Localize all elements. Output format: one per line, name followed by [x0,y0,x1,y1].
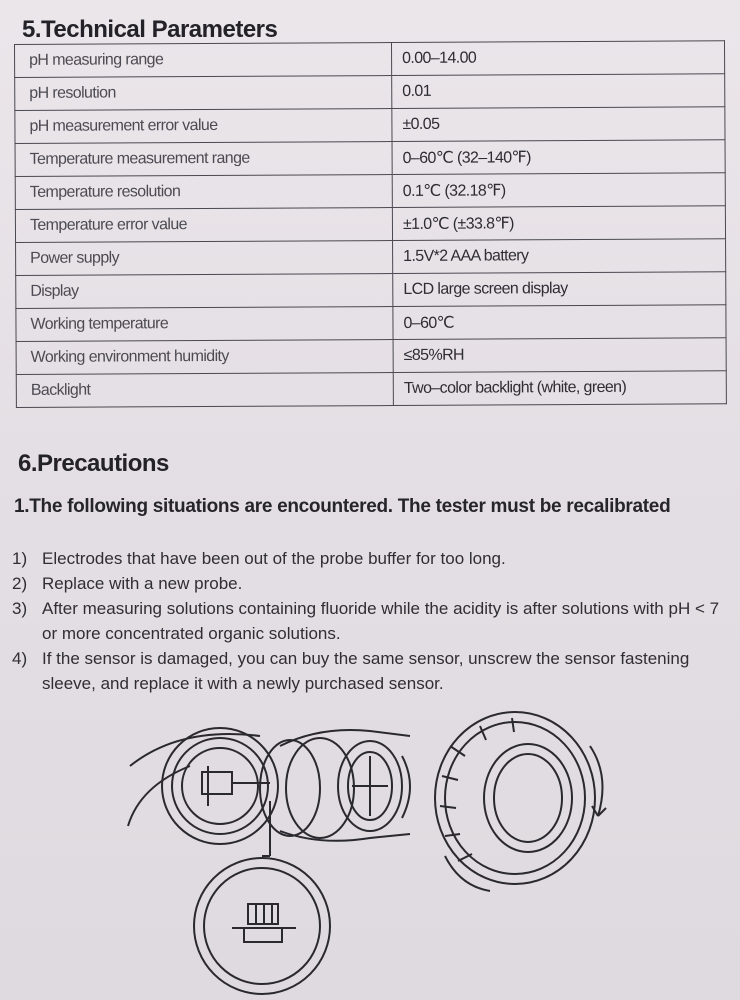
param-label: Temperature error value [15,208,392,243]
param-label: Temperature resolution [15,175,392,210]
param-label: pH resolution [15,76,392,111]
param-label: pH measurement error value [15,109,392,144]
table-row [15,74,725,111]
param-label: Backlight [16,373,393,408]
param-value: 0.00–14.00 [391,41,724,76]
list-item-text: If the sensor is damaged, you can buy the same sensor, unscrew the sensor fastening sleeve, and replace it with a newly purchased sensor. [42,649,690,693]
list-item-text: Replace with a new probe. [42,574,243,593]
param-label: Display [16,274,393,309]
list-item-number: 4) [12,649,28,668]
table-row [15,206,725,243]
list-item [12,571,727,596]
section-6-title: 6.Precautions [18,450,169,477]
table-row [16,371,726,408]
param-label: pH measuring range [15,43,392,78]
table-row [15,173,725,210]
param-value: Two–color backlight (white, green) [393,371,726,406]
connector-zoom-icon [194,801,330,994]
precautions-list [12,546,727,696]
list-item-number: 2) [12,574,28,593]
precautions-subheading: 1.The following situations are encountered. The tester must be recalibrated [14,496,671,517]
param-value: ±1.0℃ (±33.8℉) [392,206,725,241]
param-value: 0–60℃ (32–140℉) [392,140,725,175]
list-item-number: 3) [12,599,28,618]
param-label: Working environment humidity [16,340,393,375]
section-5-title: 5.Technical Parameters [22,16,278,43]
table-row [16,239,726,276]
param-value: 0–60℃ [393,305,726,340]
list-item [12,596,727,646]
list-item-number: 1) [12,549,28,568]
param-value: LCD large screen display [393,272,726,307]
param-label: Working temperature [16,307,393,342]
param-label: Power supply [16,241,393,276]
meter-socket-icon [128,728,278,844]
param-value: ≤85%RH [393,338,726,373]
param-label: Temperature measurement range [15,142,392,177]
list-item-text: Electrodes that have been out of the probe buffer for too long. [42,549,506,568]
table-row [16,338,726,375]
param-value: ±0.05 [392,107,725,142]
table-row [16,272,726,309]
list-item [12,646,727,696]
param-value: 0.01 [392,74,725,109]
sensor-probe-icon [260,730,410,841]
list-item-text: After measuring solutions containing fluoride while the acidity is after solutions with pH < 7 or more concentrated organic solutions. [42,599,720,643]
fastening-sleeve-icon [435,712,606,891]
table-row [15,41,725,78]
technical-parameters-table [14,40,727,408]
sensor-replacement-illustration [120,706,740,1000]
table-row [16,305,726,342]
table-row [15,140,725,177]
table-row [15,107,725,144]
list-item [12,546,727,571]
param-value: 1.5V*2 AAA battery [393,239,726,274]
param-value: 0.1℃ (32.18℉) [392,173,725,208]
